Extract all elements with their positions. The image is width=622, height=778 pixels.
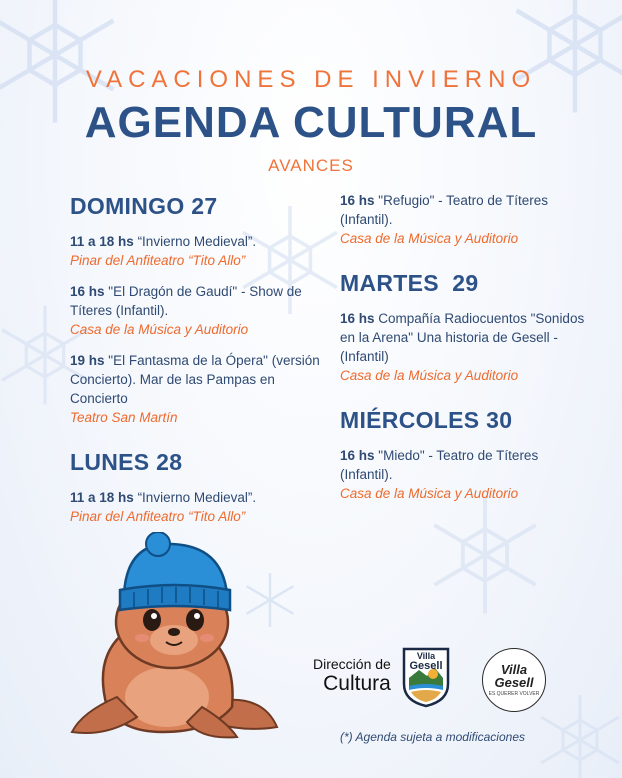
section-tag: AVANCES: [268, 156, 354, 175]
event-venue: Pinar del Anfiteatro “Tito Allo”: [70, 253, 246, 268]
event-item: [70, 351, 320, 427]
event-item: [70, 282, 320, 339]
event-time: 19 hs: [70, 353, 105, 368]
event-description: Compañía Radiocuentos "Sonidos en la Arena" Una historia de Gesell - (Infantil): [340, 311, 585, 364]
event-time: 11 a 18 hs: [70, 490, 134, 505]
direccion-cultura-logo: [313, 656, 391, 696]
event-venue: Casa de la Música y Auditorio: [340, 486, 519, 501]
badge-tagline: ES QUERER VOLVER: [488, 691, 540, 697]
shield-line: Villa: [416, 651, 436, 661]
logo-line: Cultura: [323, 672, 391, 695]
event-time: 16 hs: [340, 193, 375, 208]
villa-gesell-badge-logo: [482, 648, 546, 712]
shield-text: [401, 651, 451, 671]
event-time: 16 hs: [70, 284, 105, 299]
event-venue: Casa de la Música y Auditorio: [340, 231, 519, 246]
event-time: 16 hs: [340, 448, 375, 463]
day-heading: DOMINGO 27: [70, 193, 218, 219]
event-item: [340, 446, 590, 503]
logo-line: Dirección de: [313, 656, 391, 672]
event-item: [70, 232, 320, 270]
day-heading: MARTES 29: [340, 270, 479, 296]
event-item: [340, 191, 590, 248]
event-description: "El Fantasma de la Ópera" (versión Concierto). Mar de las Pampas en Concierto: [70, 353, 320, 406]
page-title: AGENDA CULTURAL: [84, 98, 538, 147]
event-item: [340, 309, 590, 385]
shield-line: Gesell: [409, 660, 443, 672]
event-time: 16 hs: [340, 311, 375, 326]
day-heading: LUNES 28: [70, 449, 183, 475]
seal-mascot-illustration: [62, 532, 287, 747]
event-description: “Invierno Medieval”.: [133, 490, 257, 505]
poster-subtitle: VACACIONES DE INVIERNO: [85, 66, 537, 93]
event-venue: Teatro San Martín: [70, 410, 178, 425]
snowflake-icon: [530, 690, 622, 778]
event-description: "Refugio" - Teatro de Títeres (Infantil).: [340, 193, 548, 227]
badge-line: Villa Gesell: [494, 662, 534, 690]
footnote: (*) Agenda sujeta a modificaciones: [340, 730, 525, 744]
event-item: [70, 488, 320, 526]
event-description: “Invierno Medieval”.: [133, 234, 257, 249]
event-venue: Casa de la Música y Auditorio: [70, 322, 249, 337]
event-venue: Pinar del Anfiteatro “Tito Allo”: [70, 509, 246, 524]
event-venue: Casa de la Música y Auditorio: [340, 368, 519, 383]
event-description: "El Dragón de Gaudí" - Show de Títeres (Infantil).: [70, 284, 302, 318]
right-column: [340, 191, 590, 515]
event-description: "Miedo" - Teatro de Títeres (Infantil).: [340, 448, 539, 482]
event-time: 11 a 18 hs: [70, 234, 134, 249]
left-column: [70, 193, 320, 538]
day-heading: MIÉRCOLES 30: [340, 407, 513, 433]
